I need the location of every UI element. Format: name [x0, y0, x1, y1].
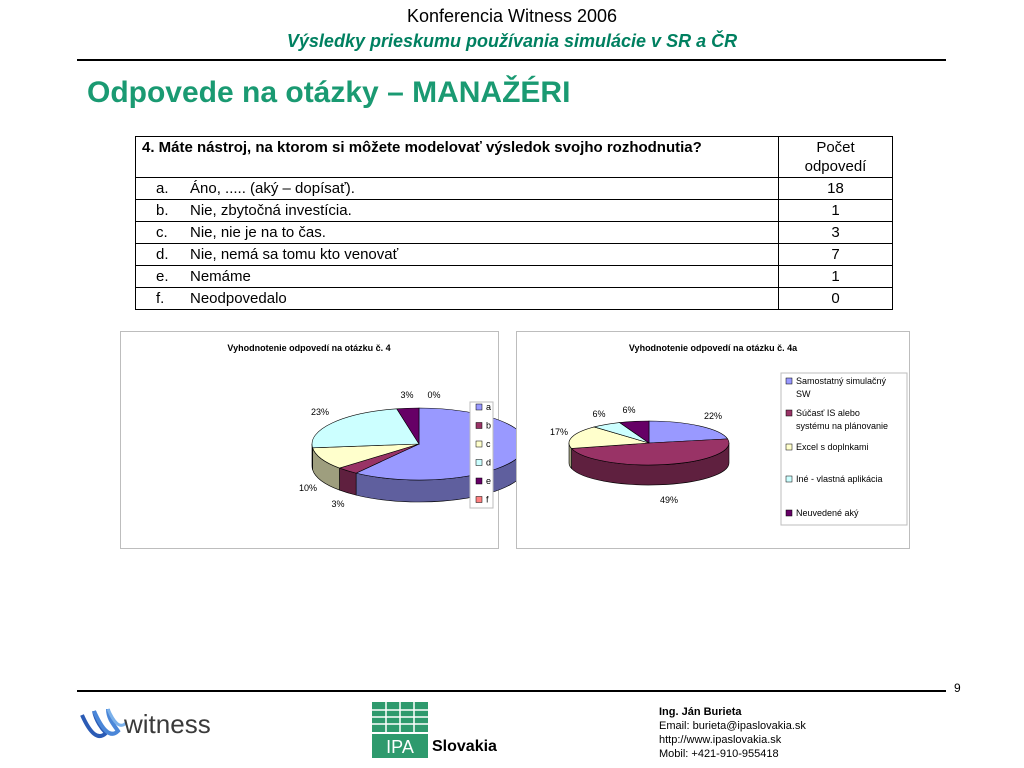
option-count: 3 [779, 222, 893, 244]
option-letter: e. [156, 268, 169, 285]
option-letter: a. [156, 180, 169, 197]
legend-swatch [786, 510, 792, 516]
contact-mobile: Mobil: +421-910-955418 [659, 748, 779, 760]
legend-swatch [786, 410, 792, 416]
option-text: Nemáme [190, 268, 251, 285]
question-table [135, 136, 893, 310]
count-header: Počet odpovedí [779, 137, 893, 178]
legend-swatch [786, 476, 792, 482]
ipa-text: IPA [386, 737, 414, 757]
survey-title: Výsledky prieskumu používania simulácie v SR a ČR [286, 31, 738, 51]
option-text: Nie, nemá sa tomu kto venovať [190, 246, 399, 263]
footer-divider [77, 690, 946, 692]
table-row [136, 200, 893, 222]
ipa-sub-text: Slovakia [432, 738, 497, 755]
table-row [136, 244, 893, 266]
pie-data-label: 49% [659, 495, 679, 505]
legend-label: systému na plánovanie [796, 421, 889, 431]
legend-label: a [486, 402, 492, 412]
option-count: 1 [779, 266, 893, 288]
contact-email[interactable]: Email: burieta@ipaslovakia.sk [659, 720, 806, 732]
contact-web[interactable]: http://www.ipaslovakia.sk [659, 734, 782, 746]
legend-swatch [476, 441, 482, 447]
legend-label: b [486, 420, 492, 431]
table-row [136, 178, 893, 200]
table-row [136, 288, 893, 310]
legend-swatch [786, 378, 792, 384]
table-row [136, 266, 893, 288]
legend-label: Excel s doplnkami [796, 442, 869, 452]
legend-swatch [476, 423, 482, 429]
option-letter: c. [156, 224, 168, 241]
table-header-row [136, 137, 893, 178]
chart-q4a [516, 331, 910, 549]
pie-data-label: 6% [592, 409, 606, 419]
legend-label: Iné - vlastná aplikácia [796, 474, 883, 484]
chart-q4 [120, 331, 499, 549]
chart-q4-svg [121, 332, 498, 548]
legend-label: Neuvedené aký [796, 508, 859, 518]
option-letter: f. [156, 290, 165, 307]
legend-swatch [476, 404, 482, 410]
option-count: 7 [779, 244, 893, 266]
conference-title: Konferencia Witness 2006 [406, 6, 618, 26]
legend-label: c [486, 439, 491, 449]
question-text: 4. Máte nástroj, na ktorom si môžete modelovať výsledok svojho rozhodnutia? [136, 137, 779, 178]
legend-label: e [486, 476, 492, 486]
option-count: 1 [779, 200, 893, 222]
witness-logo [68, 693, 244, 755]
legend-label: d [486, 457, 492, 468]
header-divider [77, 59, 946, 61]
pie-data-label: 6% [622, 405, 636, 415]
option-text: Nie, nie je na to čas. [190, 224, 326, 241]
contact-block [659, 705, 806, 761]
pie-data-label: 3% [400, 390, 414, 400]
option-count: 18 [779, 178, 893, 200]
witness-logo-text: witness [124, 709, 211, 739]
option-text: Neodpovedalo [190, 290, 287, 307]
legend-label: SW [796, 389, 811, 399]
pie-data-label: 3% [331, 499, 345, 509]
legend-swatch [786, 444, 792, 450]
pie-data-label: 10% [298, 483, 318, 493]
option-letter: b. [156, 202, 169, 219]
legend-box [470, 402, 493, 508]
chart-title: Vyhodnotenie odpovedí na otázku č. 4 [227, 343, 391, 353]
legend-swatch [476, 497, 482, 503]
pie-data-label: 0% [427, 390, 441, 400]
option-text: Nie, zbytočná investícia. [190, 202, 352, 219]
legend-label: Súčasť IS alebo [796, 408, 860, 418]
contact-name: Ing. Ján Burieta [659, 706, 742, 718]
option-text: Áno, ..... (aký – dopísať). [190, 180, 355, 197]
ipa-grid-icon [372, 702, 514, 758]
pie-data-label: 22% [703, 411, 723, 421]
table-row [136, 222, 893, 244]
option-count: 0 [779, 288, 893, 310]
ipa-slovakia-logo [372, 702, 514, 758]
chart-q4a-svg [517, 332, 909, 548]
option-letter: d. [156, 246, 169, 263]
pie-data-label: 23% [310, 407, 330, 417]
page-title: Odpovede na otázky – MANAŽÉRI [87, 76, 571, 109]
legend-label: f [486, 494, 489, 505]
legend-swatch [476, 478, 482, 484]
chart-title: Vyhodnotenie odpovedí na otázku č. 4a [628, 343, 798, 353]
legend-label: Samostatný simulačný [796, 376, 887, 386]
page-number: 9 [954, 681, 961, 695]
legend-swatch [476, 460, 482, 466]
witness-swirl-icon [68, 693, 244, 755]
pie-data-label: 17% [549, 427, 569, 437]
